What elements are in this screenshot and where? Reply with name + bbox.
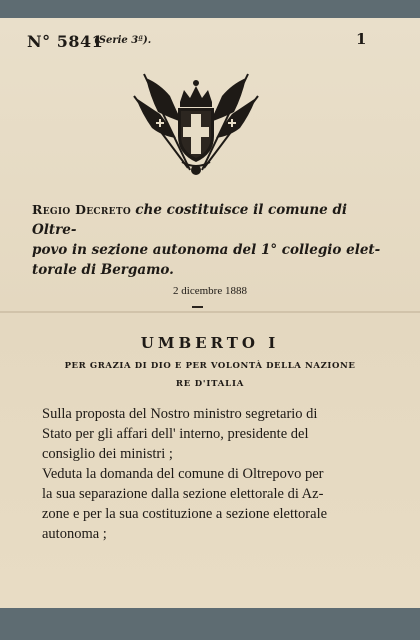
body-line: Sulla proposta del Nostro ministro segretario di — [42, 406, 318, 422]
decree-title-line3: torale di Bergamo. — [32, 262, 174, 278]
body-line: la sua separazione dalla sezione elettorale di Az- — [42, 486, 324, 502]
decree-number: N° 5841 — [27, 32, 104, 51]
decree-body — [42, 404, 372, 544]
body-line: consiglio dei ministri ; — [42, 446, 173, 462]
body-line: Veduta la domanda del comune di Oltrepovo per — [42, 466, 324, 482]
decree-date: 2 dicembre 1888 — [173, 285, 247, 297]
decree-title — [32, 200, 384, 280]
body-line: zone e per la sua costituzione a sezione elettorale — [42, 506, 328, 522]
royal-coat-of-arms-with-flags-icon — [124, 66, 268, 180]
separator-dash — [192, 306, 203, 308]
king-title: RE D'ITALIA — [175, 379, 245, 389]
document-page — [0, 18, 420, 608]
series-label: (Serie 3ª). — [94, 35, 152, 46]
decree-title-line2: povo in sezione autonoma del 1° collegio elet- — [32, 242, 381, 258]
king-name: UMBERTO I — [140, 334, 280, 352]
decree-title-line1: che costituisce il comune di Oltre- — [32, 202, 348, 238]
body-line: Stato per gli affari dell' interno, presidente del — [42, 426, 309, 442]
grace-formula: PER GRAZIA DI DIO E PER VOLONTÀ DELLA NAZIONE — [64, 361, 356, 371]
decree-title-prefix: Regio Decreto — [32, 202, 131, 217]
page-number: 1 — [356, 30, 367, 48]
paper-fold-line — [0, 311, 420, 313]
body-line: autonoma ; — [42, 526, 107, 542]
